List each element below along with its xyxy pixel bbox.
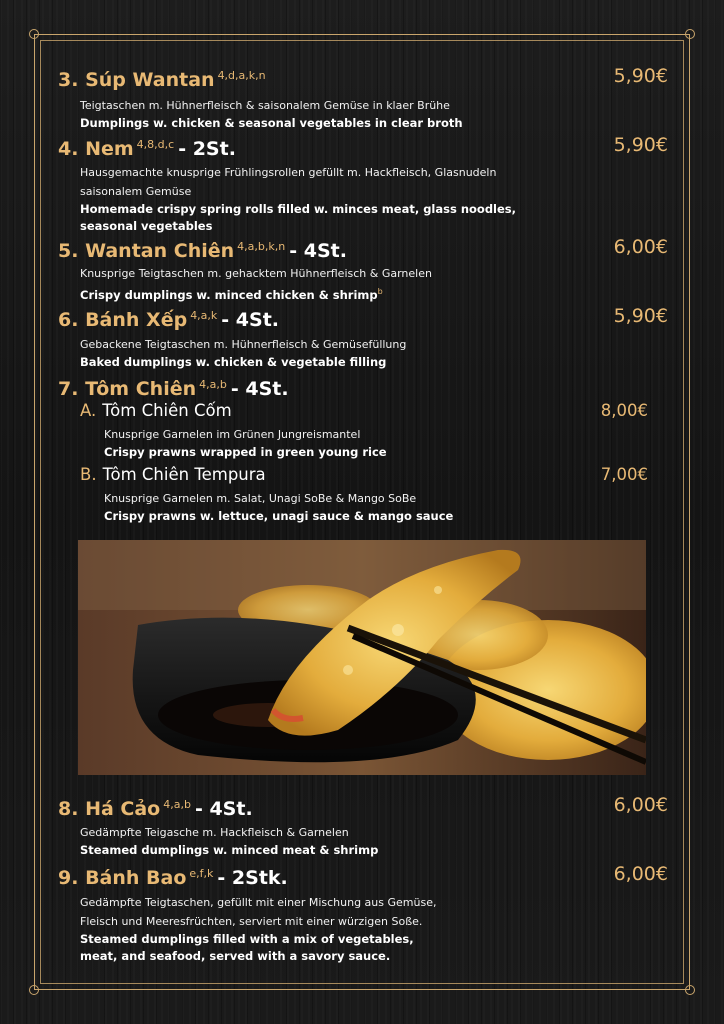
submenu-item-b <box>80 463 648 525</box>
item-price: 5,90€ <box>613 134 668 156</box>
subitem-price: 7,00€ <box>600 465 648 484</box>
subitem-description-de: Knusprige Garnelen im Grünen Jungreismantel <box>104 428 361 441</box>
subitem-price: 8,00€ <box>600 401 648 420</box>
item-quantity: - 2St. <box>178 138 236 160</box>
item-price: 5,90€ <box>613 305 668 327</box>
item-description-de: Gebackene Teigtaschen m. Hühnerfleisch & Gemüsefüllung <box>80 338 407 351</box>
item-price: 6,00€ <box>613 863 668 885</box>
item-quantity: - 4St. <box>194 798 253 820</box>
item-title: 6. Bánh Xếp $^{4,a,k}$ - 4St. <box>58 309 280 331</box>
subitem-description-de: Knusprige Garnelen m. Salat, Unagi SoBe & Mango SoBe <box>104 492 417 505</box>
item-title: 8. Há Cảo $^{4,a,b}$ - 4St. <box>58 798 253 820</box>
menu-item-6 <box>58 304 668 371</box>
submenu-item-a <box>80 399 648 461</box>
menu-item-7 <box>58 373 668 401</box>
item-description-de: saisonalem Gemüse <box>80 185 192 198</box>
item-description-de: Gedämpfte Teigtaschen, gefüllt mit einer Mischung aus Gemüse, <box>80 896 437 909</box>
item-description-en: Dumplings w. chicken & seasonal vegetables in clear broth <box>80 116 463 130</box>
item-description-de: Gedämpfte Teigasche m. Hackfleisch & Garnelen <box>80 826 349 839</box>
item-title: 5. Wantan Chiên $^{4,a,b,k,n}$ - 4St. <box>58 240 347 262</box>
item-description-de: Hausgemachte knusprige Frühlingsrollen gefüllt m. Hackfleisch, Glasnudeln <box>80 166 497 179</box>
item-price: 6,00€ <box>613 794 668 816</box>
corner-ornament-icon <box>685 985 695 995</box>
allergen-codes: 4,a,b <box>163 798 191 811</box>
subitem-title: A. Tôm Chiên Cốm <box>80 401 232 420</box>
corner-ornament-icon <box>29 985 39 995</box>
item-description-de: Knusprige Teigtaschen m. gehacktem Hühnerfleisch & Garnelen <box>80 267 432 280</box>
allergen-codes: 4,8,d,c <box>136 138 175 151</box>
item-description-en: seasonal vegetables <box>80 219 213 233</box>
item-description-de: Fleisch und Meeresfrüchten, serviert mit einer würzigen Soße. <box>80 915 423 928</box>
food-illustration <box>78 540 646 775</box>
allergen-codes: 4,a,k <box>190 309 218 322</box>
item-description-en: Steamed dumplings filled with a mix of vegetables, <box>80 932 414 946</box>
item-description-en: Steamed dumplings w. minced meat & shrimp <box>80 843 379 857</box>
item-title: 7. Tôm Chiên $^{4,a,b}$ - 4St. <box>58 378 289 400</box>
item-title: 4. Nem $^{4,8,d,c}$ - 2St. <box>58 138 236 160</box>
item-price: 5,90€ <box>613 65 668 87</box>
item-quantity: - 4St. <box>289 240 347 262</box>
allergen-codes: 4,a,b,k,n <box>237 240 286 253</box>
allergen-codes: e,f,k <box>189 867 214 880</box>
item-description-en: Homemade crispy spring rolls filled w. minces meat, glass noodles, <box>80 202 517 216</box>
item-quantity: - 2Stk. <box>217 867 288 889</box>
item-quantity: - 4St. <box>221 309 280 331</box>
item-quantity: - 4St. <box>230 378 289 400</box>
allergen-codes: 4,d,a,k,n <box>217 69 266 82</box>
corner-ornament-icon <box>685 29 695 39</box>
item-description-en: Baked dumplings w. chicken & vegetable filling <box>80 355 387 369</box>
menu-item-9 <box>58 862 668 965</box>
item-description-en: Crispy dumplings w. minced chicken & shrimp$^b$ <box>80 287 383 302</box>
corner-ornament-icon <box>29 29 39 39</box>
subitem-description-en: Crispy prawns wrapped in green young rice <box>104 445 387 459</box>
item-title: 3. Súp Wantan $^{4,d,a,k,n}$ <box>58 69 266 91</box>
item-price: 6,00€ <box>613 236 668 258</box>
tempura-shrimp-photo <box>78 540 646 775</box>
menu-item-3 <box>58 64 668 132</box>
subitem-description-en: Crispy prawns w. lettuce, unagi sauce & mango sauce <box>104 509 454 523</box>
menu-item-4 <box>58 133 668 235</box>
item-description-en: meat, and seafood, served with a savory sauce. <box>80 949 391 963</box>
allergen-codes: 4,a,b <box>199 378 227 391</box>
item-title: 9. Bánh Bao $^{e,f,k}$ - 2Stk. <box>58 867 288 889</box>
subitem-title: B. Tôm Chiên Tempura <box>80 465 266 484</box>
footnote-mark: b <box>377 287 383 296</box>
item-description-de: Teigtaschen m. Hühnerfleisch & saisonalem Gemüse in klaer Brühe <box>80 99 450 112</box>
menu-item-8 <box>58 793 668 859</box>
menu-item-5 <box>58 235 668 304</box>
